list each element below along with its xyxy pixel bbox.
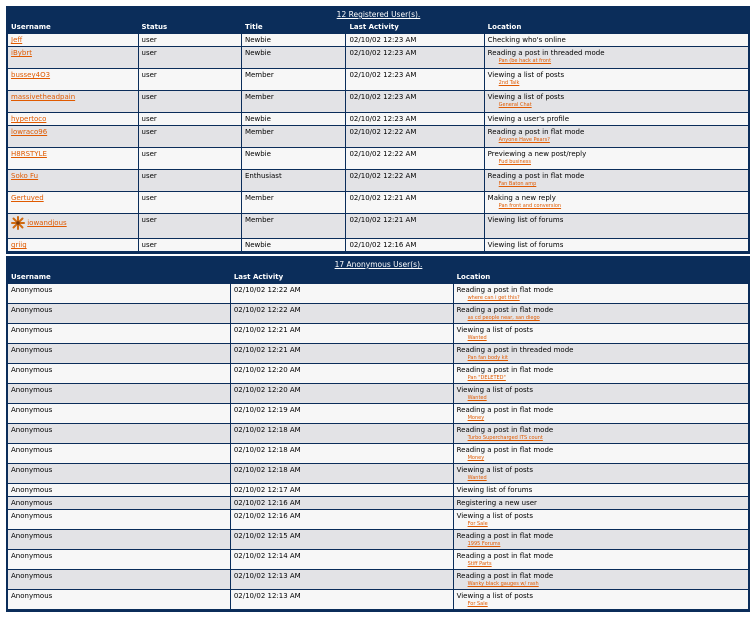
location-cell <box>485 47 748 69</box>
table-row <box>8 404 748 424</box>
location-cell <box>485 113 748 126</box>
table-row <box>8 170 748 192</box>
username-cell: Anonymous <box>8 530 231 550</box>
username-cell: Anonymous <box>8 497 231 510</box>
column-header: Last Activity <box>231 271 454 284</box>
location-topic-link[interactable]: For Sale <box>467 521 488 527</box>
location-topic-link[interactable]: as cd people near, san diego <box>467 315 540 321</box>
last-activity-cell: 02/10/02 12:20 AM <box>231 384 454 404</box>
location-topic-link[interactable]: Wanted <box>467 335 487 341</box>
avatar-icon <box>11 216 25 230</box>
location-cell <box>454 284 748 304</box>
location-cell <box>485 192 748 214</box>
table-row <box>8 91 748 113</box>
username-link[interactable]: hypertoco <box>11 115 47 123</box>
location-text: Viewing list of forums <box>487 216 564 224</box>
username-cell <box>8 113 139 126</box>
username-cell: Anonymous <box>8 570 231 590</box>
location-cell <box>485 91 748 113</box>
last-activity-cell: 02/10/02 12:13 AM <box>231 590 454 610</box>
location-text: Viewing a list of posts <box>456 466 534 474</box>
location-text: Reading a post in threaded mode <box>487 49 605 57</box>
title-cell: Newbie <box>242 113 347 126</box>
table-row <box>8 464 748 484</box>
location-topic-link[interactable]: 1995 Forums <box>467 541 501 547</box>
last-activity-cell: 02/10/02 12:21 AM <box>346 214 484 239</box>
location-cell <box>485 170 748 192</box>
location-cell <box>454 550 748 570</box>
location-cell <box>454 384 748 404</box>
table-row <box>8 590 748 610</box>
last-activity-cell: 02/10/02 12:22 AM <box>231 304 454 324</box>
location-cell <box>454 404 748 424</box>
table-row <box>8 530 748 550</box>
anonymous-users-caption <box>8 258 748 271</box>
username-link[interactable]: H8RSTYLE <box>11 150 47 158</box>
title-cell: Newbie <box>242 34 347 47</box>
anonymous-users-table <box>6 256 750 612</box>
last-activity-cell: 02/10/02 12:23 AM <box>346 47 484 69</box>
location-cell <box>485 148 748 170</box>
last-activity-cell: 02/10/02 12:22 AM <box>346 170 484 192</box>
last-activity-cell: 02/10/02 12:16 AM <box>231 510 454 530</box>
location-text: Viewing a list of posts <box>487 93 565 101</box>
location-topic-link[interactable]: where can i get this? <box>467 295 520 301</box>
status-cell: user <box>139 192 242 214</box>
username-cell: Anonymous <box>8 284 231 304</box>
username-link[interactable]: Soko Fu <box>11 172 39 180</box>
location-text: Reading a post in flat mode <box>456 572 554 580</box>
username-cell: Anonymous <box>8 344 231 364</box>
location-topic-link[interactable]: Fud business <box>498 159 531 165</box>
title-cell: Enthusiast <box>242 170 347 192</box>
location-text: Reading a post in flat mode <box>487 172 585 180</box>
last-activity-cell: 02/10/02 12:22 AM <box>231 284 454 304</box>
username-cell: Anonymous <box>8 484 231 497</box>
status-cell: user <box>139 69 242 91</box>
last-activity-cell: 02/10/02 12:17 AM <box>231 484 454 497</box>
username-link[interactable]: Gertuyed <box>11 194 44 202</box>
username-cell: Anonymous <box>8 384 231 404</box>
username-cell <box>8 69 139 91</box>
table-row <box>8 239 748 252</box>
username-cell <box>8 47 139 69</box>
location-topic-link[interactable]: For Sale <box>467 601 488 607</box>
registered-users-header-row <box>8 21 748 34</box>
location-text: Viewing a list of posts <box>456 386 534 394</box>
location-topic-link[interactable]: Anyone Have Pears? <box>498 137 550 143</box>
location-text: Viewing a user's profile <box>487 115 570 123</box>
location-cell <box>454 570 748 590</box>
anonymous-users-caption-link[interactable]: 17 Anonymous User(s). <box>334 260 423 269</box>
location-topic-link[interactable]: Pan "DELETED" <box>467 375 506 381</box>
username-cell: Anonymous <box>8 444 231 464</box>
location-text: Reading a post in flat mode <box>456 366 554 374</box>
location-text: Reading a post in flat mode <box>487 128 585 136</box>
username-link[interactable]: massivetheadpain <box>11 93 76 101</box>
last-activity-cell: 02/10/02 12:14 AM <box>231 550 454 570</box>
location-text: Checking who's online <box>487 36 566 44</box>
location-cell <box>485 69 748 91</box>
username-link[interactable]: iowandjous <box>27 219 67 227</box>
table-row <box>8 444 748 464</box>
location-topic-link[interactable]: General Chat <box>498 102 532 108</box>
status-cell: user <box>139 239 242 252</box>
username-cell: Anonymous <box>8 304 231 324</box>
title-cell: Member <box>242 126 347 148</box>
table-row <box>8 384 748 404</box>
title-cell: Member <box>242 214 347 239</box>
username-cell <box>8 34 139 47</box>
location-cell <box>454 497 748 510</box>
username-link[interactable]: lowraco96 <box>11 128 48 136</box>
location-cell <box>454 530 748 550</box>
status-cell: user <box>139 170 242 192</box>
username-cell: Anonymous <box>8 464 231 484</box>
location-text: Viewing list of forums <box>487 241 564 249</box>
table-row <box>8 324 748 344</box>
location-cell <box>454 424 748 444</box>
location-text: Reading a post in flat mode <box>456 532 554 540</box>
table-row <box>8 424 748 444</box>
last-activity-cell: 02/10/02 12:21 AM <box>231 324 454 344</box>
table-row <box>8 47 748 69</box>
username-cell <box>8 239 139 252</box>
username-cell <box>8 148 139 170</box>
username-cell: Anonymous <box>8 364 231 384</box>
username-cell: Anonymous <box>8 324 231 344</box>
title-cell: Newbie <box>242 239 347 252</box>
last-activity-cell: 02/10/02 12:16 AM <box>346 239 484 252</box>
title-cell: Newbie <box>242 47 347 69</box>
column-header: Username <box>8 271 231 284</box>
table-row <box>8 113 748 126</box>
location-topic-link[interactable]: Wanky black gauges w/ rash <box>467 581 539 587</box>
username-cell: Anonymous <box>8 510 231 530</box>
table-row <box>8 344 748 364</box>
location-topic-link[interactable]: Stiff Parts <box>467 561 492 567</box>
last-activity-cell: 02/10/02 12:22 AM <box>346 126 484 148</box>
location-text: Making a new reply <box>487 194 556 202</box>
location-text: Viewing list of forums <box>456 486 533 494</box>
username-cell: Anonymous <box>8 424 231 444</box>
username-link[interactable]: griig <box>11 241 27 249</box>
title-cell: Member <box>242 69 347 91</box>
location-cell <box>485 126 748 148</box>
last-activity-cell: 02/10/02 12:22 AM <box>346 148 484 170</box>
last-activity-cell: 02/10/02 12:23 AM <box>346 113 484 126</box>
location-text: Viewing a list of posts <box>456 326 534 334</box>
title-cell: Newbie <box>242 148 347 170</box>
table-row <box>8 69 748 91</box>
location-cell <box>454 590 748 610</box>
location-text: Reading a post in flat mode <box>456 286 554 294</box>
location-cell <box>454 324 748 344</box>
username-link[interactable]: iBybrt <box>11 49 32 57</box>
location-cell <box>454 464 748 484</box>
registered-users-caption-link[interactable]: 12 Registered User(s). <box>336 10 421 19</box>
location-cell <box>454 484 748 497</box>
last-activity-cell: 02/10/02 12:20 AM <box>231 364 454 384</box>
table-row <box>8 126 748 148</box>
username-cell: Anonymous <box>8 550 231 570</box>
location-text: Reading a post in flat mode <box>456 552 554 560</box>
status-cell: user <box>139 34 242 47</box>
username-cell <box>8 214 139 239</box>
location-topic-link[interactable]: Money <box>467 415 485 421</box>
last-activity-cell: 02/10/02 12:18 AM <box>231 464 454 484</box>
username-cell <box>8 91 139 113</box>
registered-users-caption-row <box>8 8 748 21</box>
location-text: Viewing a list of posts <box>456 592 534 600</box>
last-activity-cell: 02/10/02 12:18 AM <box>231 444 454 464</box>
username-cell: Anonymous <box>8 404 231 424</box>
anonymous-users-header-row <box>8 271 748 284</box>
location-text: Reading a post in flat mode <box>456 306 554 314</box>
location-cell <box>454 510 748 530</box>
location-cell <box>454 344 748 364</box>
table-row <box>8 497 748 510</box>
status-cell: user <box>139 47 242 69</box>
status-cell: user <box>139 214 242 239</box>
anonymous-users-caption-row <box>8 258 748 271</box>
column-header: Last Activity <box>346 21 484 34</box>
table-row <box>8 214 748 239</box>
location-topic-link[interactable]: Pan (be hack at front <box>498 58 552 64</box>
column-header: Title <box>242 21 347 34</box>
last-activity-cell: 02/10/02 12:23 AM <box>346 91 484 113</box>
last-activity-cell: 02/10/02 12:19 AM <box>231 404 454 424</box>
table-row <box>8 284 748 304</box>
status-cell: user <box>139 91 242 113</box>
last-activity-cell: 02/10/02 12:21 AM <box>231 344 454 364</box>
location-text: Viewing a list of posts <box>456 512 534 520</box>
location-topic-link[interactable]: Fan Baton amp <box>498 181 537 187</box>
table-row <box>8 550 748 570</box>
title-cell: Member <box>242 91 347 113</box>
username-cell <box>8 170 139 192</box>
username-link[interactable]: Jeff <box>11 36 23 44</box>
last-activity-cell: 02/10/02 12:15 AM <box>231 530 454 550</box>
location-text: Reading a post in flat mode <box>456 446 554 454</box>
username-cell <box>8 192 139 214</box>
table-row <box>8 34 748 47</box>
column-header: Username <box>8 21 139 34</box>
location-text: Reading a post in flat mode <box>456 406 554 414</box>
location-text: Registering a new user <box>456 499 537 507</box>
table-row <box>8 510 748 530</box>
last-activity-cell: 02/10/02 12:21 AM <box>346 192 484 214</box>
table-row <box>8 484 748 497</box>
location-topic-link[interactable]: Money <box>467 455 485 461</box>
registered-users-caption <box>8 8 748 21</box>
location-topic-link[interactable]: Wanted <box>467 475 487 481</box>
username-cell <box>8 126 139 148</box>
table-row <box>8 570 748 590</box>
username-link[interactable]: bussey4O3 <box>11 71 51 79</box>
location-topic-link[interactable]: Wanted <box>467 395 487 401</box>
location-text: Previewing a new post/reply <box>487 150 587 158</box>
column-header: Location <box>485 21 748 34</box>
registered-users-table <box>6 6 750 254</box>
column-header: Location <box>454 271 748 284</box>
title-cell: Member <box>242 192 347 214</box>
status-cell: user <box>139 126 242 148</box>
location-cell <box>454 364 748 384</box>
last-activity-cell: 02/10/02 12:16 AM <box>231 497 454 510</box>
status-cell: user <box>139 148 242 170</box>
location-cell <box>485 239 748 252</box>
last-activity-cell: 02/10/02 12:18 AM <box>231 424 454 444</box>
column-header: Status <box>139 21 242 34</box>
location-topic-link[interactable]: Pan fan body kit <box>467 355 508 361</box>
table-row <box>8 364 748 384</box>
status-cell: user <box>139 113 242 126</box>
location-cell <box>454 444 748 464</box>
location-topic-link[interactable]: Pan front and conversion <box>498 203 562 209</box>
location-text: Reading a post in flat mode <box>456 426 554 434</box>
username-cell: Anonymous <box>8 590 231 610</box>
table-row <box>8 148 748 170</box>
location-cell <box>485 34 748 47</box>
location-topic-link[interactable]: Turbo Supercharged ITS count <box>467 435 543 441</box>
table-row <box>8 304 748 324</box>
location-cell <box>485 214 748 239</box>
last-activity-cell: 02/10/02 12:13 AM <box>231 570 454 590</box>
table-row <box>8 192 748 214</box>
last-activity-cell: 02/10/02 12:23 AM <box>346 69 484 91</box>
location-text: Viewing a list of posts <box>487 71 565 79</box>
location-text: Reading a post in threaded mode <box>456 346 574 354</box>
location-cell <box>454 304 748 324</box>
last-activity-cell: 02/10/02 12:23 AM <box>346 34 484 47</box>
location-topic-link[interactable]: 2nd Talk <box>498 80 520 86</box>
